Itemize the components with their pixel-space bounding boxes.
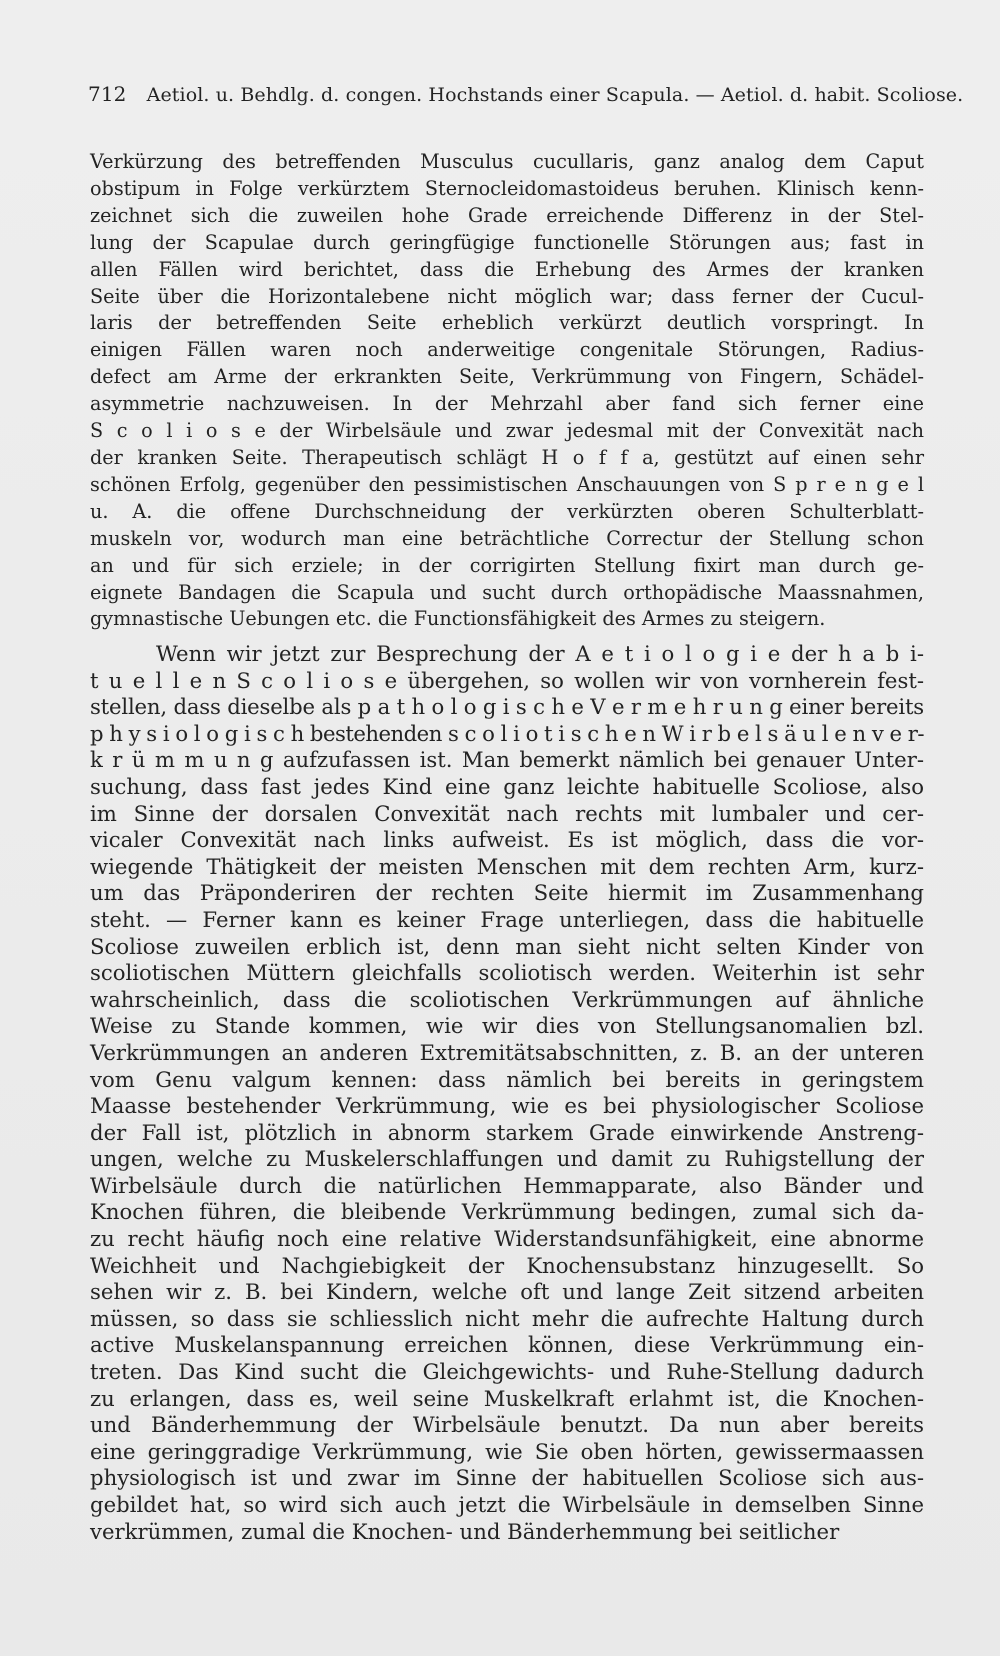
page-header (88, 82, 964, 122)
text-line: muskeln vor, wodurch man eine beträchtliche Correctur der Stellung schon (90, 526, 924, 550)
text-line: an und für sich erziele; in der corrigirten Stellung fixirt man durch ge- (90, 553, 924, 577)
text-line: u. A. die offene Durchschneidung der verkürzten oberen Schulterblatt- (90, 499, 924, 523)
text-line: gymnastische Uebungen etc. die Functionsfähigkeit des Armes zu steigern. (90, 607, 826, 631)
page-number: 712 (88, 82, 127, 106)
paragraph-scoliosis-aetiology (90, 641, 924, 1545)
running-title: Aetiol. u. Behdlg. d. congen. Hochstands einer Scapula. — Aetiol. d. habit. Scoliose. (146, 84, 964, 106)
text-line: zu recht häufig noch eine relative Widerstandsunfähigkeit, eine abnorme (90, 1226, 924, 1252)
text-line: vicaler Convexität nach links aufweist. Es ist möglich, dass die vor- (90, 827, 924, 853)
text-line: S c o l i o s e der Wirbelsäule und zwar jedesmal mit der Convexität nach (90, 419, 924, 443)
text-line: Wirbelsäule durch die natürlichen Hemmapparate, also Bänder und (90, 1172, 924, 1198)
text-line: im Sinne der dorsalen Convexität nach rechts mit lumbaler und cer- (90, 800, 924, 826)
text-line: t u e l l e n S c o l i o s e übergehen, so wollen wir von vornherein fest- (90, 667, 924, 693)
text-line: Weise zu Stande kommen, wie wir dies von Stellungsanomalien bzl. (90, 1013, 924, 1039)
text-line: eine geringgradige Verkrümmung, wie Sie oben hörten, gewissermaassen (90, 1438, 924, 1464)
text-line: ungen, welche zu Muskelerschlaffungen und damit zu Ruhigstellung der (90, 1146, 924, 1172)
text-line: um das Präponderiren der rechten Seite hiermit im Zusammenhang (90, 880, 924, 906)
text-line: vom Genu valgum kennen: dass nämlich bei bereits in geringstem (90, 1066, 924, 1092)
text-line: Scoliose zuweilen erblich ist, denn man sieht nicht selten Kinder von (90, 933, 924, 959)
text-line: sehen wir z. B. bei Kindern, welche oft und lange Zeit sitzend arbeiten (90, 1279, 924, 1305)
text-line: Knochen führen, die bleibende Verkrümmung bedingen, zumal sich da- (90, 1199, 924, 1225)
text-line: und Bänderhemmung der Wirbelsäule benutzt. Da nun aber bereits (90, 1412, 924, 1438)
text-line: der Fall ist, plötzlich in abnorm starkem Grade einwirkende Anstreng- (90, 1119, 924, 1145)
text-line: suchung, dass fast jedes Kind eine ganz leichte habituelle Scoliose, also (90, 773, 924, 799)
text-line: wiegende Thätigkeit der meisten Menschen mit dem rechten Arm, kurz- (90, 853, 924, 879)
text-line: lung der Scapulae durch geringfügige functionelle Störungen aus; fast in (90, 230, 924, 254)
text-line: Weichheit und Nachgiebigkeit der Knochensubstanz hinzugesellt. So (90, 1252, 924, 1278)
text-line: obstipum in Folge verkürztem Sternocleidomastoideus beruhen. Klinisch kenn- (90, 176, 924, 200)
text-line: scoliotischen Müttern gleichfalls scoliotisch werden. Weiterhin ist sehr (90, 960, 924, 986)
text-line: active Muskelanspannung erreichen können, diese Verkrümmung ein- (90, 1332, 924, 1358)
text-line: zeichnet sich die zuweilen hohe Grade erreichende Differenz in der Stel- (90, 203, 924, 227)
text-line: eignete Bandagen die Scapula und sucht durch orthopädische Maassnahmen, (90, 580, 924, 604)
text-line: Wenn wir jetzt zur Besprechung der A e t i o l o g i e der h a b i- (156, 641, 924, 666)
text-line: k r ü m m u n g aufzufassen ist. Man bemerkt nämlich bei genauer Unter- (90, 747, 924, 773)
text-line: stellen, dass dieselbe als p a t h o l o g i s c h e V e r m e h r u n g einer bereits (90, 694, 924, 720)
text-line: Maasse bestehender Verkrümmung, wie es bei physiologischer Scoliose (90, 1093, 924, 1119)
text-line: p h y s i o l o g i s c h bestehenden s c o l i o t i s c h e n W i r b e l s ä u l e n v e r- (90, 720, 924, 746)
text-line: der kranken Seite. Therapeutisch schlägt H o f f a, gestützt auf einen sehr (90, 445, 924, 469)
text-line: müssen, so dass sie schliesslich nicht mehr die aufrechte Haltung durch (90, 1305, 924, 1331)
text-line: verkrümmen, zumal die Knochen- und Bänderhemmung bei seitlicher (90, 1518, 840, 1544)
text-line: wahrscheinlich, dass die scoliotischen Verkrümmungen auf ähnliche (90, 986, 924, 1012)
text-line: physiologisch ist und zwar im Sinne der habituellen Scoliose sich aus- (90, 1465, 924, 1491)
text-line: treten. Das Kind sucht die Gleichgewichts- und Ruhe-Stellung dadurch (90, 1359, 924, 1385)
text-line: allen Fällen wird berichtet, dass die Erhebung des Armes der kranken (90, 257, 924, 281)
text-line: laris der betreffenden Seite erheblich verkürzt deutlich vorspringt. In (90, 311, 924, 335)
text-line: Verkürzung des betreffenden Musculus cucullaris, ganz analog dem Caput (90, 150, 924, 173)
text-line: defect am Arme der erkrankten Seite, Verkrümmung von Fingern, Schädel- (90, 365, 924, 389)
text-line: schönen Erfolg, gegenüber den pessimistischen Anschauungen von S p r e n g e l (90, 472, 924, 496)
text-line: zu erlangen, dass es, weil seine Muskelkraft erlahmt ist, die Knochen- (90, 1385, 924, 1411)
text-line: gebildet hat, so wird sich auch jetzt die Wirbelsäule in demselben Sinne (90, 1492, 924, 1517)
text-line: Verkrümmungen an anderen Extremitätsabschnitten, z. B. an der unteren (90, 1039, 924, 1065)
paragraph-continuation (90, 149, 924, 633)
text-line: einigen Fällen waren noch anderweitige congenitale Störungen, Radius- (90, 338, 924, 362)
text-line: Seite über die Horizontalebene nicht möglich war; dass ferner der Cucul- (90, 284, 924, 308)
text-line: asymmetrie nachzuweisen. In der Mehrzahl aber fand sich ferner eine (90, 392, 924, 416)
text-line: steht. — Ferner kann es keiner Frage unterliegen, dass die habituelle (90, 906, 924, 932)
